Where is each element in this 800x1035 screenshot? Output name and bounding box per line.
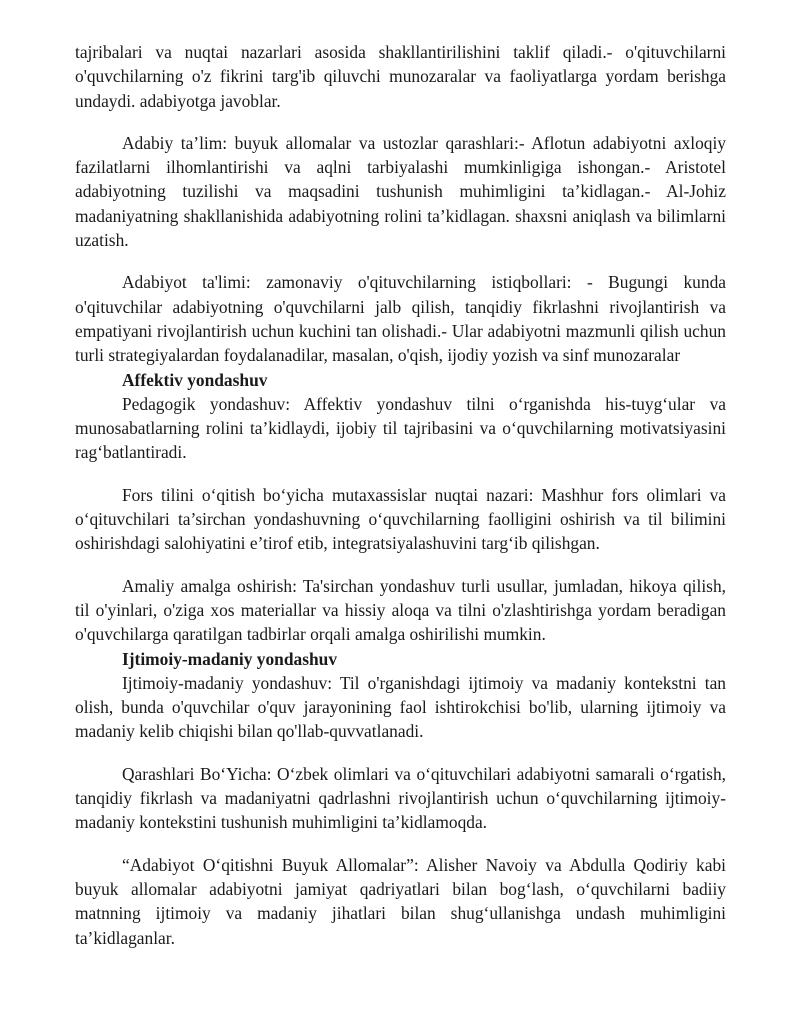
- paragraph-pedagogik: Pedagogik yondashuv: Affektiv yondashuv tilni o‘rganishda his-tuyg‘ular va munosabatlarning rolini ta’kidlaydi, ijobiy til tajribasini va o‘quvchilarning motivatsiyasini rag‘batlantiradi.: [75, 393, 726, 463]
- paragraph-amaliy: Amaliy amalga oshirish: Ta'sirchan yondashuv turli usullar, jumladan, hikoya qilish, til o'yinlari, o'ziga xos materiallar va hissiy aloqa va tilni o'zlashtirishga yordam beradigan o'quvchilarga qaratilgan tadbirlar orqali amalga oshirilishi mumkin.: [75, 575, 726, 645]
- paragraph-allomalar: “Adabiyot O‘qitishni Buyuk Allomalar”: Alisher Navoiy va Abdulla Qodiriy kabi buyuk allomalar adabiyotni jamiyat qadriyatlari bilan bog‘lash, o‘quvchilarni badiiy matnning ijtimoiy va madaniy jihatlari bilan shug‘ullanishga undash muhimligini ta’kidlaganlar.: [75, 854, 726, 948]
- paragraph-zamonaviy: Adabiyot ta'limi: zamonaviy o'qituvchilarning istiqbollari: - Bugungi kunda o'qituvchilar adabiyotning o'quvchilarni jalb qilish, tanqidiy fikrlashni rivojlantirish va empatiyani rivojlantirish uchun kuchini tan olishadi.- Ular adabiyotni mazmunli qilish uchun turli strategiyalardan foydalanadilar, masalan, o'qish, ijodiy yozish va sinf munozaralar: [75, 272, 726, 366]
- paragraph-fors-tili: Fors tilini o‘qitish bo‘yicha mutaxassislar nuqtai nazari: Mashhur fors olimlari va o‘qituvchilari ta’sirchan yondashuvning o‘quvchilarning faolligini oshirish va til bilimini oshirishdagi salohiyatini e’tirof etib, integratsiyalashuvini targ‘ib qilishgan.: [75, 484, 726, 554]
- paragraph-qarashlari: Qarashlari Bo‘Yicha: O‘zbek olimlari va o‘qituvchilari adabiyotni samarali o‘rgatish, tanqidiy fikrlash va madaniyatni qadrlashni rivojlantirish uchun o‘quvchilarning ijtimoiy-madaniy kontekstini tushunish muhimligini ta’kidlamoqda.: [75, 763, 726, 833]
- paragraph-ijtimoiy-madaniy: Ijtimoiy-madaniy yondashuv: Til o'rganishdagi ijtimoiy va madaniy kontekstni tan olish, bunda o'quvchilar o'quv jarayonining faol ishtirokchisi bo'lib, ularning ijtimoiy va madaniy kelib chiqishi bilan qo'llab-quvvatlanadi.: [75, 672, 726, 742]
- heading-ijtimoiy: Ijtimoiy-madaniy yondashuv: [122, 648, 338, 669]
- paragraph-continuation: tajribalari va nuqtai nazarlari asosida shakllantirilishini taklif qiladi.- o'qituvchilarni o'quvchilarning o'z fikrini targ'ib qiluvchi munozaralar va faoliyatlarga yordam berishga undaydi. adabiyotga javoblar.: [75, 42, 726, 111]
- heading-affektiv: Affektiv yondashuv: [122, 369, 268, 390]
- paragraph-adabiy-talim: Adabiy ta’lim: buyuk allomalar va ustozlar qarashlari:- Aflotun adabiyotni axloqiy fazilatlarni ilhomlantirishi va aqlni tarbiyalashi mumkinligiga ishongan.- Aristotel adabiyotning tuzilishi va maqsadini tushunish muhimligini ta’kidlagan.- Al-Johiz madaniyatning shakllanishida adabiyotning rolini ta’kidlagan. shaxsni aniqlash va bilimlarni uzatish.: [75, 132, 726, 251]
